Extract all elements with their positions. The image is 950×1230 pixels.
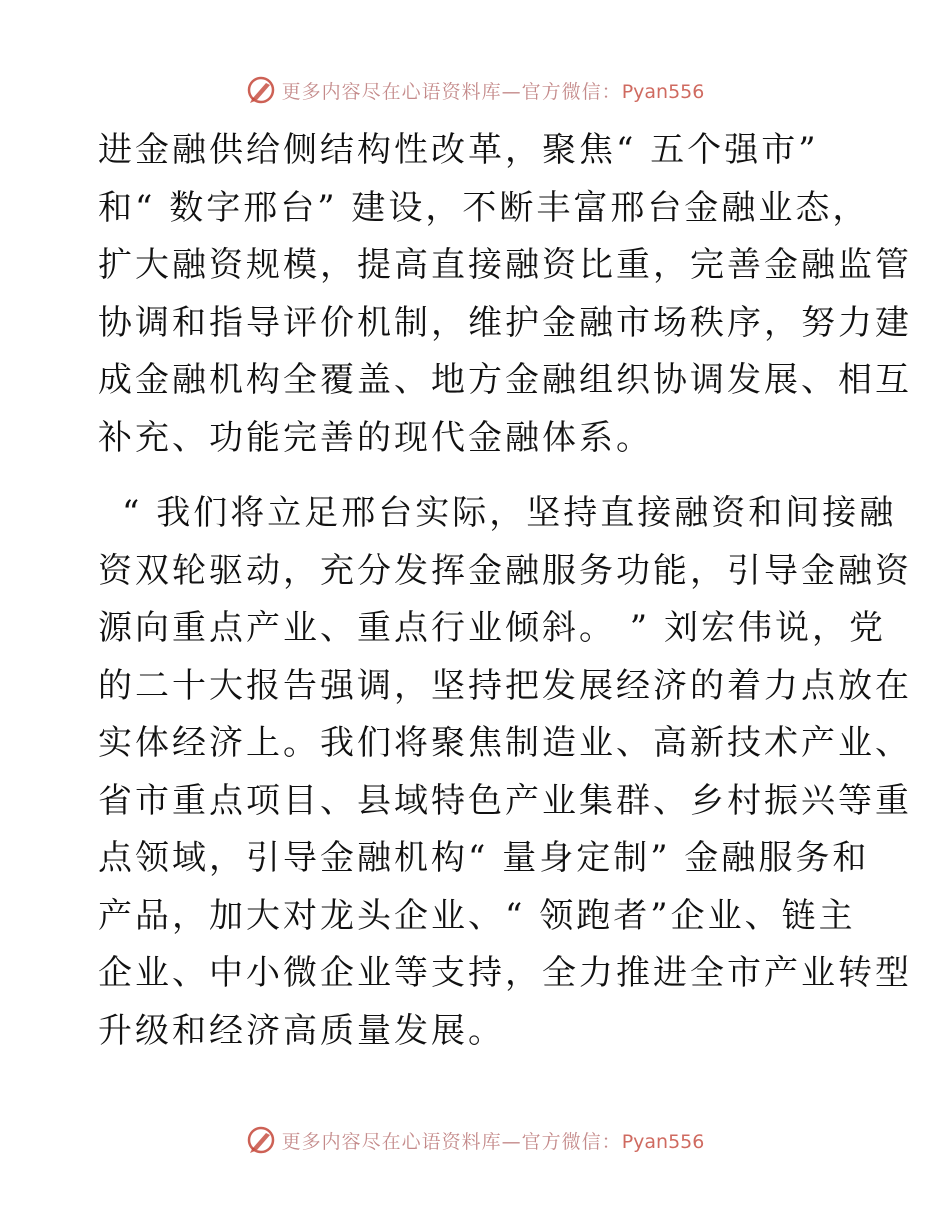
pen-logo-icon <box>246 75 276 105</box>
footer-watermark <box>0 1120 950 1160</box>
watermark-dash: — <box>501 80 522 103</box>
text-line: 协调和指导评价机制，维护金融市场秩序，努力建 <box>98 302 912 343</box>
text-line: 企业、中小微企业等支持，全力推进全市产业转型 <box>98 953 912 993</box>
watermark-wechat-label: 官方微信： <box>521 1130 622 1153</box>
text-line: 和“ 数字邢台” 建设，不断丰富邢台金融业态， <box>98 187 870 228</box>
paragraph-2 <box>98 485 912 1060</box>
text-line: 源向重点产业、重点行业倾斜。 ” 刘宏伟说，党 <box>98 608 886 648</box>
text-line: 实体经济上。我们将聚焦制造业、高新技术产业、 <box>98 723 912 763</box>
text-line: 扩大融资规模，提高直接融资比重，完善金融监管 <box>98 245 912 285</box>
paragraph-1 <box>98 122 912 467</box>
text-line: 产品，加大对龙头企业、“ 领跑者”企业、链主 <box>98 895 856 936</box>
watermark-dash: — <box>501 1130 522 1153</box>
text-line: 升级和经济高质量发展。 <box>98 1010 505 1051</box>
watermark-main: 更多内容尽在心语资料库 <box>281 1130 502 1153</box>
text-line: 成金融机构全覆盖、地方金融组织协调发展、相互 <box>98 360 912 400</box>
watermark-wechat-label: 官方微信： <box>521 80 622 103</box>
text-line: 进金融供给侧结构性改革，聚焦“ 五个强市” <box>98 130 819 170</box>
pen-logo-icon <box>246 1125 276 1155</box>
text-line: “ 我们将立足邢台实际，坚持直接融资和间接融 <box>122 493 897 533</box>
watermark-main: 更多内容尽在心语资料库 <box>281 80 502 103</box>
text-line: 省市重点项目、县域特色产业集群、乡村振兴等重 <box>98 780 912 821</box>
text-line: 的二十大报告强调，坚持把发展经济的着力点放在 <box>98 665 912 706</box>
text-line: 点领域，引导金融机构“ 量身定制” 金融服务和 <box>98 838 870 878</box>
text-line: 资双轮驱动，充分发挥金融服务功能，引导金融资 <box>98 550 912 591</box>
watermark-text <box>282 1127 705 1154</box>
header-watermark <box>0 70 950 110</box>
text-line: 补充、功能完善的现代金融体系。 <box>98 417 653 458</box>
document-body <box>98 122 912 1060</box>
watermark-wechat-id: Pyan556 <box>621 1130 705 1153</box>
watermark-text <box>282 77 705 104</box>
watermark-wechat-id: Pyan556 <box>621 80 705 103</box>
